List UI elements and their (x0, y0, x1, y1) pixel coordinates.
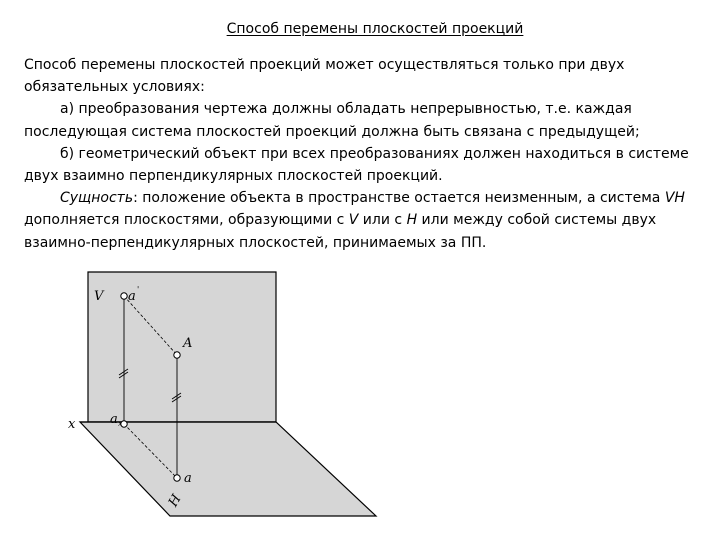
body-text (24, 54, 704, 254)
essence-text-1: : положение объекта в пространстве остается неизменным, а система (133, 190, 665, 207)
label-H: H (165, 492, 185, 510)
essence-vh: VH (664, 190, 685, 207)
condition-b-paragraph: б) геометрический объект при всех преобразованиях должен находиться в системе двух взаимно перпендикулярных плоскостей проекций. (24, 145, 689, 185)
label-ax-subscript: x (118, 419, 123, 428)
label-a-prime: a (128, 289, 136, 304)
label-a: a (184, 471, 192, 486)
essence-paragraph (24, 187, 704, 254)
horizontal-plane (80, 422, 376, 516)
label-A: A (183, 336, 193, 351)
point-a-prime (121, 293, 127, 299)
vertical-plane (88, 272, 276, 422)
condition-a-paragraph: а) преобразования чертежа должны обладать непрерывностью, т.е. каждая последующая система плоскостей проекций должна быть связана с предыдущей; (24, 101, 640, 140)
essence-text-3: или с (358, 212, 407, 229)
essence-v: V (348, 212, 359, 229)
intro-paragraph: Способ перемены плоскостей проекций может осуществляться только при двух обязательных условиях: (24, 57, 625, 96)
label-x: x (68, 417, 76, 432)
label-ax: a (110, 412, 118, 427)
point-a (174, 475, 180, 481)
essence-text-4: или между собой системы двух взаимно-перпендикулярных плоскостей, принимаемых за ПП. (24, 212, 657, 251)
label-a-prime-mark: ' (137, 285, 140, 294)
page-title: Способ перемены плоскостей проекций (226, 21, 524, 37)
essence-h: H (406, 212, 418, 229)
label-V: V (94, 289, 104, 304)
essence-term: Сущность (60, 190, 134, 207)
projection-diagram (60, 266, 380, 526)
essence-text-2: дополняется плоскостями, образующими с (24, 212, 349, 229)
point-A (174, 352, 180, 358)
